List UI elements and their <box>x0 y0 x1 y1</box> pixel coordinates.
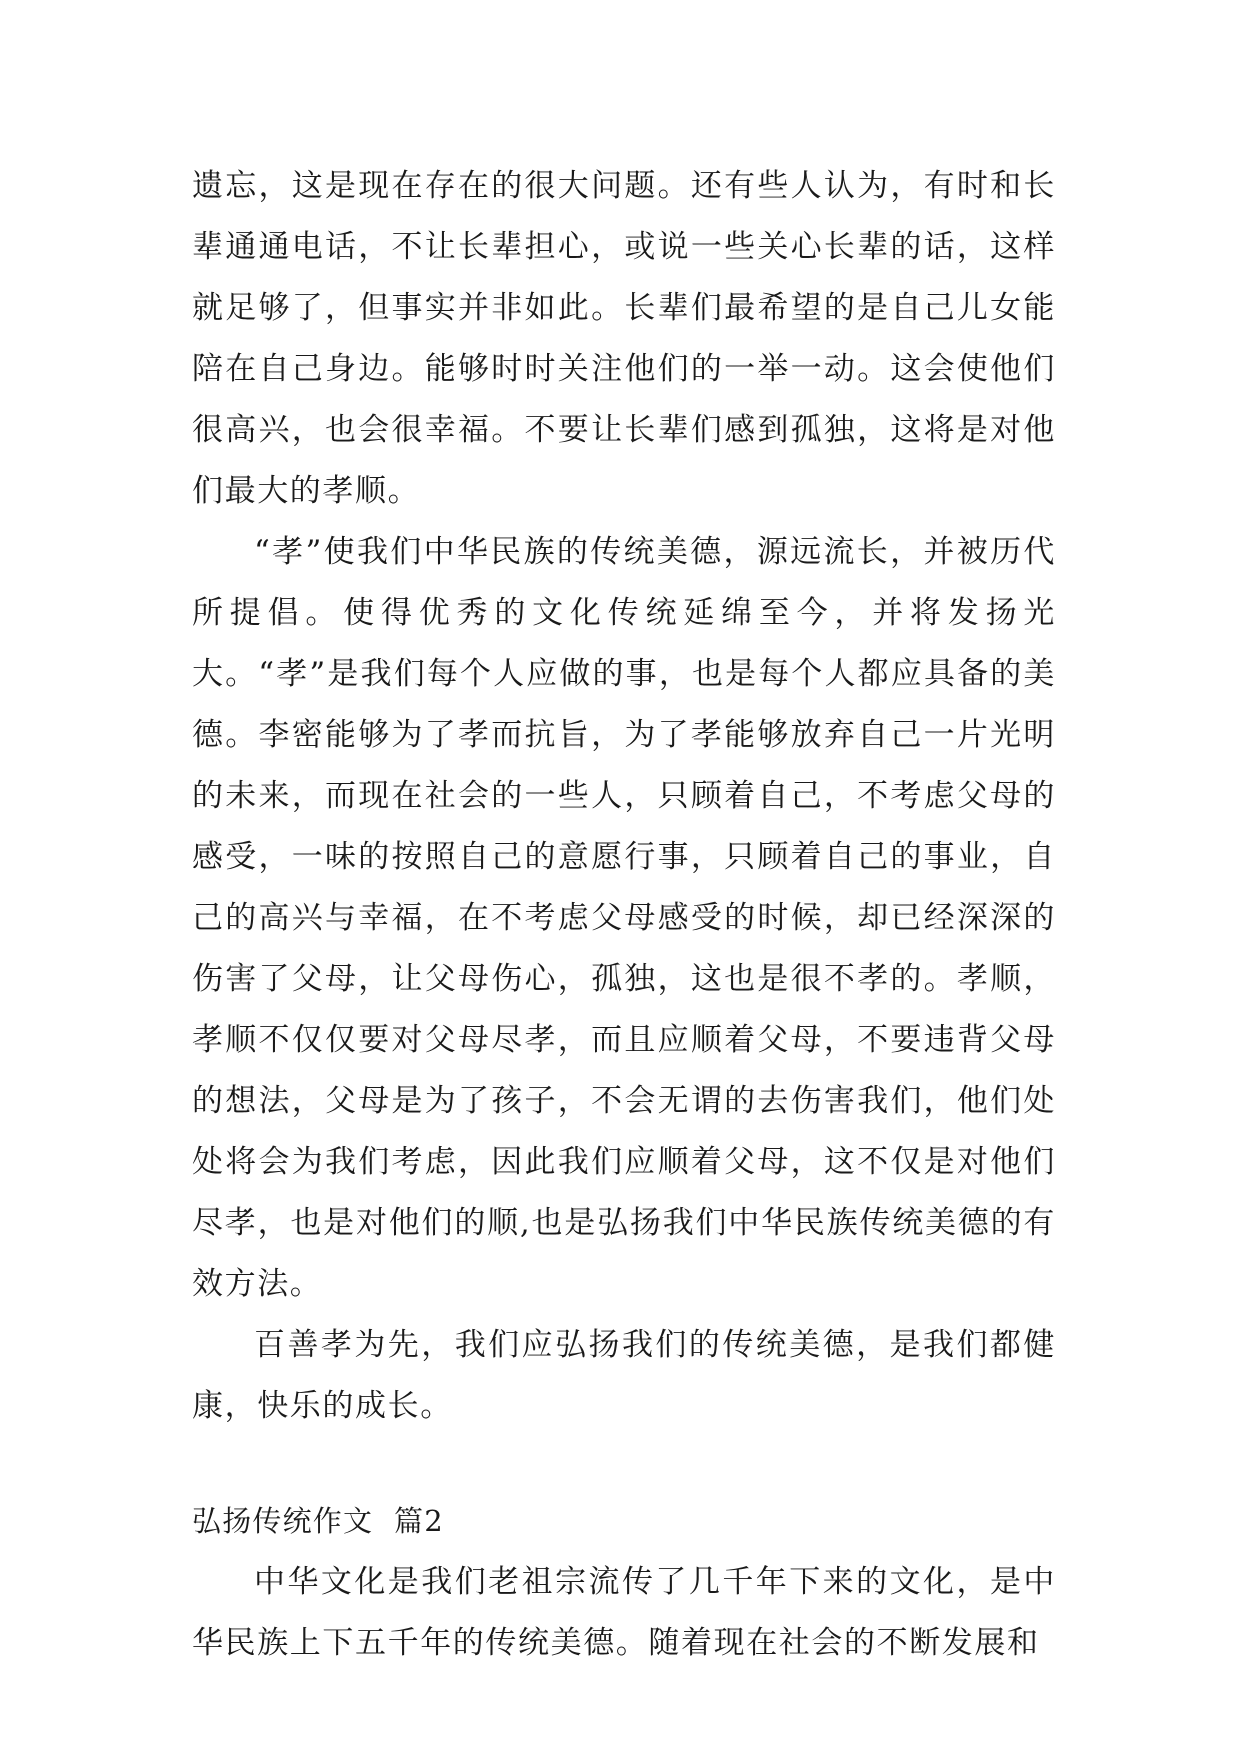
paragraph-continued: 遗忘，这是现在存在的很大问题。还有些人认为，有时和长辈通通电话，不让长辈担心，或说一些关心长辈的话，这样就足够了，但事实并非如此。长辈们最希望的是自己儿女能陪在自己身边。能够时时关注他们的一举一动。这会使他们很高兴，也会很幸福。不要让长辈们感到孤独，这将是对他们最大的孝顺。 <box>192 168 1056 509</box>
document-body <box>192 156 1056 1674</box>
paragraph-chinese-culture: 中华文化是我们老祖宗流传了几千年下来的文化，是中华民族上下五千年的传统美德。随着现在社会的不断发展和 <box>192 1564 1056 1661</box>
section-heading: 弘扬传统作文 篇2 <box>192 1504 444 1538</box>
paragraph-conclusion: 百善孝为先，我们应弘扬我们的传统美德，是我们都健康，快乐的成长。 <box>192 1327 1056 1424</box>
paragraph-filial-piety: “孝”使我们中华民族的传统美德，源远流长，并被历代所提倡。使得优秀的文化传统延绵至今，并将发扬光大。“孝”是我们每个人应做的事，也是每个人都应具备的美德。李密能够为了孝而抗旨，为了孝能够放弃自己一片光明的未来，而现在社会的一些人，只顾着自己，不考虑父母的感受，一味的按照自己的意愿行事，只顾着自己的事业，自己的高兴与幸福，在不考虑父母感受的时候，却已经深深的伤害了父母，让父母伤心，孤独，这也是很不孝的。孝顺，孝顺不仅仅要对父母尽孝，而且应顺着父母，不要违背父母的想法，父母是为了孩子，不会无谓的去伤害我们，他们处处将会为我们考虑，因此我们应顺着父母，这不仅是对他们尽孝，也是对他们的顺,也是弘扬我们中华民族传统美德的有效方法。 <box>192 534 1056 1302</box>
